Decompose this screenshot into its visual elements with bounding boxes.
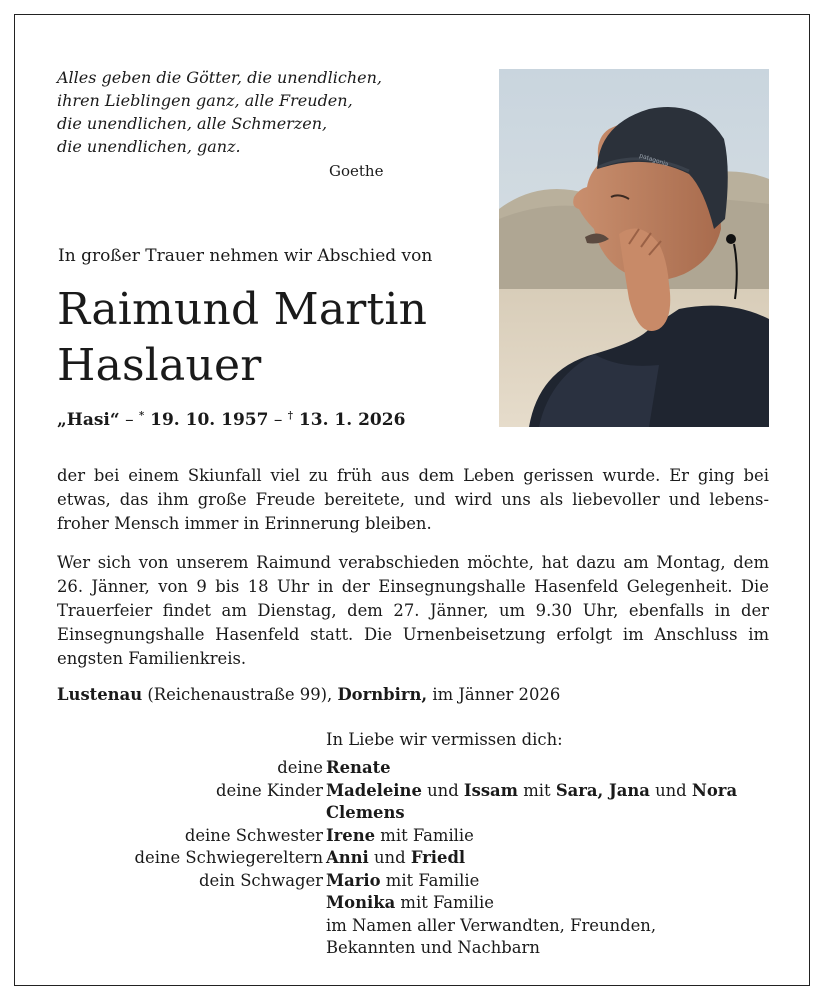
connector-text: und (368, 848, 411, 867)
portrait-illustration (499, 69, 769, 427)
mourner-name: Issam (463, 780, 519, 800)
mourner-name: Nora (691, 780, 738, 800)
mourner-names (326, 870, 479, 893)
mourner-row (0, 802, 826, 825)
mourner-name: Friedl (410, 848, 466, 867)
intro-text: In großer Trauer nehmen wir Abschied von (58, 246, 433, 266)
mourner-row (0, 892, 826, 915)
connector-text: mit Familie (380, 870, 480, 890)
mourners-list (0, 757, 826, 960)
birth-symbol: * (138, 410, 145, 422)
connector-text: mit Familie (375, 825, 474, 845)
mourner-name: Anni (326, 848, 369, 867)
birth-date: 19. 10. 1957 (144, 410, 269, 430)
mourner-row (0, 937, 826, 960)
deceased-name (57, 282, 497, 394)
death-date: 13. 1. 2026 (293, 410, 406, 430)
connector-text: mit Familie (395, 893, 494, 912)
mourner-name: Irene (326, 825, 376, 845)
connector-text: und (649, 780, 692, 800)
svg-text:patagonia: patagonia (638, 152, 670, 169)
mourner-row (0, 870, 826, 893)
mourner-names (326, 892, 494, 915)
paragraph-1: der bei einem Skiunfall viel zu früh aus dem Leben gerissen wurde. Er ging bei etwas, das ihm große Freude bereitete, und wird uns als liebevoller und lebensfroher Mensch immer in Erinnerung bleiben. (57, 466, 769, 533)
mourner-names (326, 802, 405, 825)
town-1: Lustenau (57, 685, 143, 704)
connector-text: und (421, 780, 464, 800)
relation: deine (277, 758, 323, 777)
mourner-name: Monika (326, 893, 396, 912)
mourner-name: Mario (326, 870, 381, 890)
death-symbol: † (287, 410, 293, 422)
address: (Reichenaustraße 99), (142, 685, 338, 704)
place-and-date (57, 685, 560, 704)
mourner-row (0, 847, 826, 870)
name-line-1: Raimund Martin (57, 284, 428, 335)
relation: deine Kinder (216, 780, 323, 800)
quote-line: Alles geben die Götter, die unendlichen, (57, 68, 382, 87)
mourner-names (326, 757, 391, 780)
closing-text: im Namen aller Verwandten, Freunden, (326, 915, 657, 935)
nickname: „Hasi“ (57, 410, 120, 430)
paragraph-2: Wer sich von unserem Raimund verabschieden möchte, hat dazu am Montag, dem 26. Jänner, von 9 bis 18 Uhr in der Einsegnungshalle Hasenfeld Gelegenheit. Die Trauerfeier findet am Dienstag, dem 27. Jänner, um 9.30 Uhr, ebenfalls in der Einsegnungshalle Hasenfeld statt. Die Urnenbeisetzung erfolgt im Anschluss im engsten Familienkreis. (57, 553, 769, 668)
relation: deine Schwester (184, 825, 323, 845)
dash: – (268, 410, 288, 430)
mourner-name: Renate (326, 758, 391, 777)
mourner-row (0, 915, 826, 938)
quote-line: ihren Lieblingen ganz, alle Freuden, (57, 91, 353, 110)
mourner-name: Madeleine (326, 780, 422, 800)
mourner-names (326, 780, 737, 803)
mourner-name: Clemens (326, 803, 405, 822)
connector-text: mit (518, 780, 556, 800)
mourner-names (326, 825, 474, 848)
quote-line: die unendlichen, ganz. (57, 137, 241, 156)
portrait-photo (499, 69, 769, 427)
quote (57, 66, 457, 158)
closing-text: Bekannten und Nachbarn (326, 938, 540, 957)
love-line: In Liebe wir vermissen dich: (326, 730, 563, 749)
relation: dein Schwager (199, 870, 323, 890)
life-dates (57, 410, 405, 430)
relation: deine Schwiegereltern (134, 848, 323, 867)
mourner-row (0, 780, 826, 803)
name-line-2: Haslauer (57, 340, 262, 391)
town-2: Dornbirn, (337, 685, 428, 704)
dash: – (119, 410, 139, 430)
quote-author: Goethe (329, 162, 384, 180)
date: im Jänner 2026 (427, 685, 561, 704)
mourner-row (0, 825, 826, 848)
mourner-row (0, 757, 826, 780)
mourner-names (326, 847, 465, 870)
quote-line: die unendlichen, alle Schmerzen, (57, 114, 328, 133)
mourner-name: Sara, Jana (555, 780, 650, 800)
